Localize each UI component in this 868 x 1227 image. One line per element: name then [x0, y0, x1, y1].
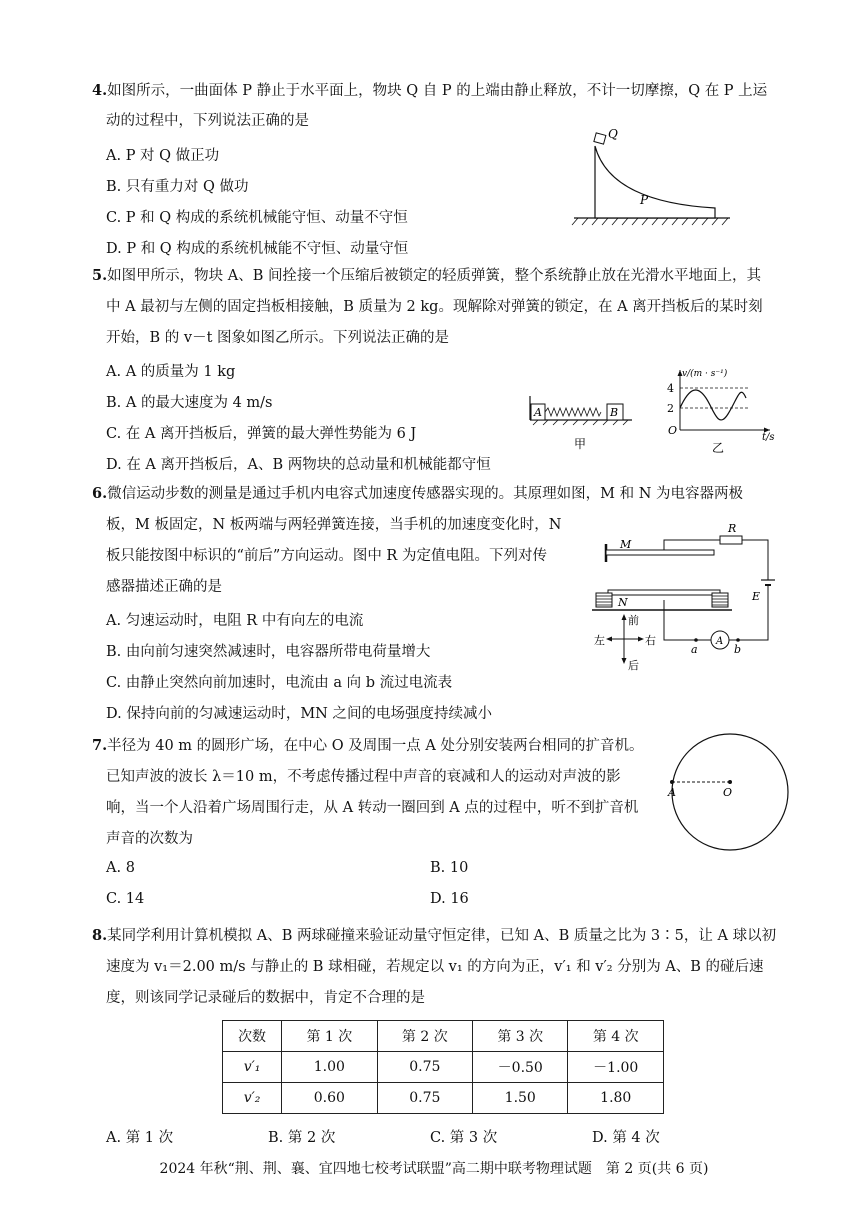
- q6-option-a: A. 匀速运动时，电阻 R 中有向左的电流: [106, 613, 364, 629]
- q6-stem-line4: 感器描述正确的是: [106, 579, 222, 595]
- block-q: [594, 133, 606, 144]
- svg-text:乙: 乙: [712, 441, 725, 455]
- q7-number: 7.: [92, 737, 108, 754]
- svg-text:A: A: [668, 786, 676, 799]
- q6-capacitor-circuit-figure: [592, 520, 776, 672]
- svg-text:2: 2: [667, 402, 674, 415]
- table-cell: 1.80: [568, 1083, 664, 1114]
- table-cell: 0.75: [377, 1052, 472, 1083]
- q4-number: 4.: [92, 82, 108, 99]
- q5-spring-blocks-figure-jia: [528, 396, 636, 458]
- q8-stem-line2: 速度为 v₁＝2.00 m/s 与静止的 B 球相碰，若规定以 v₁ 的方向为正，v′₁ 和 v′₂ 分别为 A、B 的碰后速: [106, 959, 764, 975]
- svg-text:后: 后: [628, 659, 639, 672]
- table-row: [223, 1083, 664, 1114]
- q5-option-d: D. 在 A 离开挡板后，A、B 两物块的总动量和机械能都守恒: [106, 457, 491, 473]
- q8-stem-line3: 度，则该同学记录碰后的数据中，肯定不合理的是: [106, 990, 425, 1006]
- q6-option-d: D. 保持向前的匀减速运动时，MN 之间的电场强度持续减小: [106, 706, 492, 722]
- svg-text:O: O: [668, 424, 678, 437]
- table-header-row: [223, 1021, 664, 1052]
- svg-text:Q: Q: [608, 127, 618, 141]
- q8-option-a: A. 第 1 次: [106, 1130, 174, 1146]
- q7-stem-line3: 响，当一个人沿着广场周围行走，从 A 转动一圈回到 A 点的过程中，听不到扩音机: [106, 800, 639, 816]
- svg-text:R: R: [728, 522, 737, 535]
- table-cell: 0.75: [377, 1083, 472, 1114]
- q8-stem-line1: 8.某同学利用计算机模拟 A、B 两球碰撞来验证动量守恒定律，已知 A、B 质量之比为 3∶5，让 A 球以初: [92, 927, 777, 944]
- svg-text:M: M: [620, 538, 632, 551]
- table-cell: －1.00: [568, 1052, 664, 1083]
- q6-stem-line2: 板，M 板固定，N 板两端与两轻弹簧连接，当手机的加速度变化时，N: [106, 517, 562, 533]
- q6-stem-line1: 6.微信运动步数的测量是通过手机内电容式加速度传感器实现的。其原理如图，M 和 N 为电容器两极: [92, 485, 743, 502]
- q8-data-table: [222, 1020, 664, 1114]
- svg-text:B: B: [610, 406, 619, 419]
- q6-option-c: C. 由静止突然向前加速时，电流由 a 向 b 流过电流表: [106, 675, 453, 691]
- table-cell: v′₂: [223, 1083, 282, 1114]
- table-header-cell: 次数: [223, 1021, 282, 1052]
- table-row: [223, 1052, 664, 1083]
- q7-circular-plaza-figure: [668, 730, 792, 854]
- q5-option-a: A. A 的质量为 1 kg: [106, 364, 236, 380]
- table-cell: v′₁: [223, 1052, 282, 1083]
- table-cell: 1.50: [473, 1083, 568, 1114]
- q5-vt-graph-yi: [664, 368, 782, 460]
- svg-text:左: 左: [594, 634, 605, 647]
- q5-option-c: C. 在 A 离开挡板后，弹簧的最大弹性势能为 6 J: [106, 426, 417, 442]
- table-header-cell: 第 1 次: [282, 1021, 377, 1052]
- svg-text:t/s: t/s: [762, 432, 775, 443]
- table-header-cell: 第 3 次: [473, 1021, 568, 1052]
- q7-stem-line2: 已知声波的波长 λ＝10 m，不考虑传播过程中声音的衰减和人的运动对声波的影: [106, 769, 621, 785]
- q7-option-c: C. 14: [106, 891, 145, 907]
- table-cell: 0.60: [282, 1083, 377, 1114]
- q7-option-d: D. 16: [430, 891, 469, 907]
- table-header-cell: 第 2 次: [377, 1021, 472, 1052]
- svg-text:E: E: [752, 590, 761, 603]
- q8-option-c: C. 第 3 次: [430, 1130, 498, 1146]
- q8-option-d: D. 第 4 次: [592, 1130, 660, 1146]
- svg-text:N: N: [618, 596, 628, 609]
- table-header-cell: 第 4 次: [568, 1021, 664, 1052]
- q5-option-b: B. A 的最大速度为 4 m/s: [106, 395, 273, 411]
- q8-option-b: B. 第 2 次: [268, 1130, 336, 1146]
- q7-option-b: B. 10: [430, 860, 469, 876]
- resistor-r: [720, 536, 742, 544]
- q4-option-a: A. P 对 Q 做正功: [106, 148, 220, 164]
- table-cell: －0.50: [473, 1052, 568, 1083]
- svg-text:b: b: [734, 643, 742, 656]
- svg-text:O: O: [723, 786, 733, 799]
- table-cell: 1.00: [282, 1052, 377, 1083]
- q6-number: 6.: [92, 485, 108, 502]
- q5-stem-line2: 中 A 最初与左侧的固定挡板相接触，B 质量为 2 kg。现解除对弹簧的锁定，在 A 离开挡板后的某时刻: [106, 299, 763, 315]
- svg-text:A: A: [534, 406, 542, 419]
- q4-option-b: B. 只有重力对 Q 做功: [106, 179, 249, 195]
- q4-curved-block-figure: [570, 128, 735, 228]
- q5-number: 5.: [92, 267, 108, 284]
- page-footer: 2024 年秋“荆、荆、襄、宜四地七校考试联盟”高二期中联考物理试题 第 2 页(共 6 页): [159, 1161, 709, 1177]
- q6-option-b: B. 由向前匀速突然减速时，电容器所带电荷量增大: [106, 644, 431, 660]
- svg-text:v/(m · s⁻¹): v/(m · s⁻¹): [682, 369, 728, 379]
- q8-number: 8.: [92, 927, 108, 944]
- q7-option-a: A. 8: [106, 860, 135, 876]
- svg-text:P: P: [640, 193, 649, 207]
- svg-text:前: 前: [628, 614, 639, 627]
- q4-stem-line1: 4.如图所示，一曲面体 P 静止于水平面上，物块 Q 自 P 的上端由静止释放，不计一切摩擦，Q 在 P 上运: [92, 82, 768, 99]
- svg-text:a: a: [691, 643, 698, 656]
- svg-text:A: A: [716, 636, 724, 647]
- q4-stem-line2: 动的过程中，下列说法正确的是: [106, 113, 309, 129]
- q4-option-d: D. P 和 Q 构成的系统机械能不守恒、动量守恒: [106, 241, 409, 257]
- q7-stem-line1: 7.半径为 40 m 的圆形广场，在中心 O 及周围一点 A 处分别安装两台相同的扩音机。: [92, 737, 644, 754]
- q4-option-c: C. P 和 Q 构成的系统机械能守恒、动量不守恒: [106, 210, 408, 226]
- q6-stem-line3: 板只能按图中标识的“前后”方向运动。图中 R 为定值电阻。下列对传: [106, 548, 547, 564]
- q5-stem-line3: 开始，B 的 v－t 图象如图乙所示。下列说法正确的是: [106, 330, 449, 346]
- q5-stem-line1: 5.如图甲所示，物块 A、B 间拴接一个压缩后被锁定的轻质弹簧，整个系统静止放在光滑水平地面上，其: [92, 267, 761, 284]
- svg-text:4: 4: [667, 382, 674, 395]
- svg-text:甲: 甲: [574, 437, 587, 451]
- svg-text:右: 右: [645, 634, 656, 647]
- q7-stem-line4: 声音的次数为: [106, 831, 193, 847]
